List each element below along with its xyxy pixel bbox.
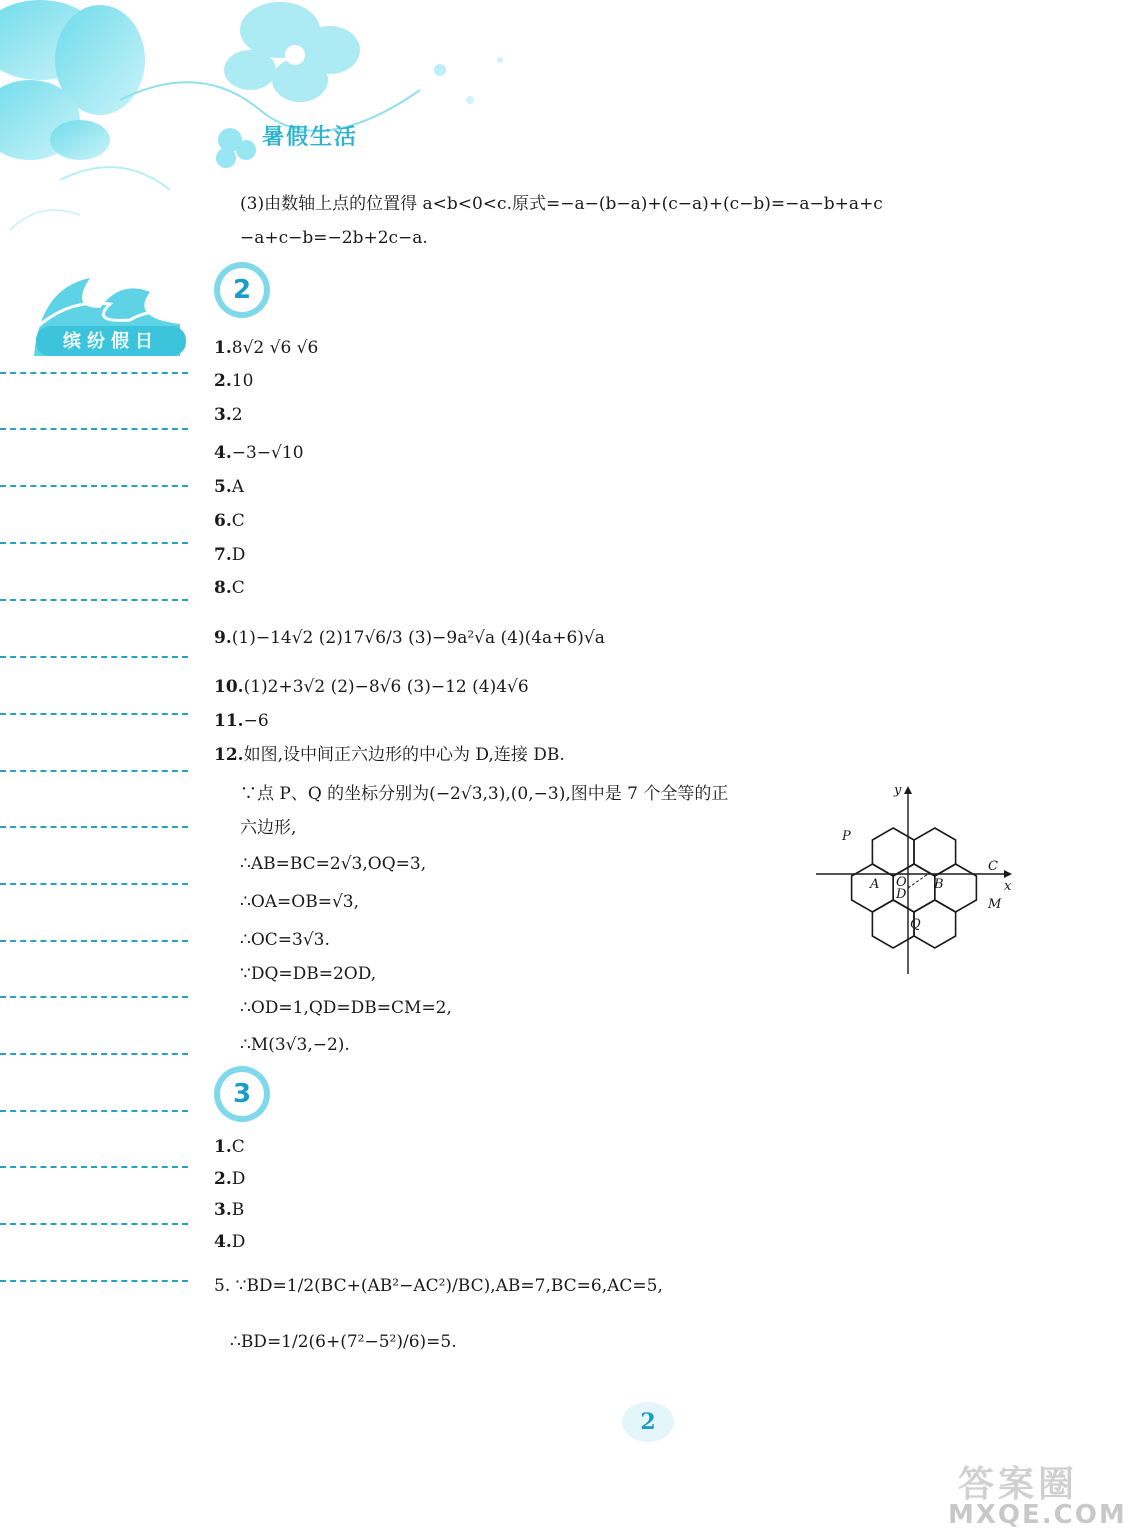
margin-dash-line: [0, 826, 188, 828]
margin-dash-line: [0, 1053, 188, 1055]
label-y: y: [894, 783, 902, 798]
margin-dash-line: [0, 599, 188, 601]
solution-line: ∴OA=OB=√3,: [240, 892, 359, 912]
label-d: D: [896, 887, 907, 902]
margin-dash-line: [0, 1110, 188, 1112]
sidebar-badge-label: 缤纷假日: [63, 331, 159, 352]
y-axis-arrow-icon: [904, 786, 912, 794]
section-badge-2: [212, 260, 272, 320]
flower-left-icon: [0, 0, 145, 160]
answer-item: 5. ∵BD=1/2(BC+(AB²−AC²)/BC),AB=7,BC=6,AC=5,: [214, 1276, 663, 1296]
segment-db: [908, 874, 928, 888]
solution-line: 六边形,: [240, 818, 297, 838]
section-number: 2: [232, 275, 252, 305]
small-flower-icon: [216, 128, 256, 168]
solution-line: ∴OD=1,QD=DB=CM=2,: [240, 998, 452, 1018]
margin-dash-line: [0, 996, 188, 998]
intro-line: (3)由数轴上点的位置得 a<b<0<c.原式=−a−(b−a)+(c−a)+(c−b)=−a−b+a+c: [240, 194, 883, 214]
answer-item: 4.D: [214, 1232, 246, 1252]
label-x: x: [1004, 879, 1012, 894]
answer-item: 3.2: [214, 405, 243, 425]
margin-dash-line: [0, 940, 188, 942]
margin-dash-line: [0, 428, 188, 430]
hexagon-figure: [812, 780, 1024, 980]
margin-dash-line: [0, 656, 188, 658]
margin-dash-line: [0, 372, 188, 374]
hexagon: [914, 828, 956, 876]
answer-item: 5.A: [214, 477, 245, 497]
label-a: A: [870, 877, 880, 892]
answer-item: 1.C: [214, 1137, 245, 1157]
label-c: C: [988, 859, 998, 874]
label-m: M: [988, 897, 1002, 912]
margin-dash-line: [0, 542, 188, 544]
label-q: Q: [910, 917, 921, 932]
margin-dash-line: [0, 713, 188, 715]
margin-dash-line: [0, 883, 188, 885]
watermark-logo: 答案圈: [958, 1464, 1079, 1505]
margin-dash-line: [0, 1166, 188, 1168]
label-b: B: [934, 877, 944, 892]
x-axis-arrow-icon: [1004, 870, 1012, 878]
answer-item: 6.C: [214, 511, 245, 531]
section-number: 3: [232, 1079, 252, 1109]
section-badge-3: [212, 1064, 272, 1124]
intro-line: −a+c−b=−2b+2c−a.: [240, 228, 428, 248]
solution-line: ∴M(3√3,−2).: [240, 1035, 350, 1055]
answer-item: 12.如图,设中间正六边形的中心为 D,连接 DB.: [214, 745, 565, 765]
solution-line: ∴AB=BC=2√3,OQ=3,: [240, 854, 427, 874]
page-number: 2: [640, 1409, 656, 1435]
watermark-text: MXQE.COM: [948, 1500, 1127, 1530]
solution-line: ∵DQ=DB=2OD,: [240, 964, 377, 984]
label-p: P: [842, 829, 851, 844]
answer-item: 3.B: [214, 1200, 245, 1220]
margin-dash-line: [0, 485, 188, 487]
margin-dash-line: [0, 770, 188, 772]
margin-dash-line: [0, 1223, 188, 1225]
flower-right-icon: [224, 2, 360, 102]
answer-item: 10.(1)2+3√2 (2)−8√6 (3)−12 (4)4√6: [214, 677, 529, 697]
label-o: O: [896, 875, 907, 890]
answer-item: 4.−3−√10: [214, 443, 304, 463]
solution-line: ∵点 P、Q 的坐标分别为(−2√3,3),(0,−3),图中是 7 个全等的正: [240, 784, 729, 804]
answer-item: 9.(1)−14√2 (2)17√6/3 (3)−9a²√a (4)(4a+6)√a: [214, 628, 605, 648]
solution-line: ∴BD=1/2(6+(7²−5²)/6)=5.: [230, 1332, 457, 1352]
answer-item: 1.8√2 √6 √6: [214, 338, 319, 358]
answer-item: 2.D: [214, 1169, 246, 1189]
header-title: 暑假生活: [262, 125, 359, 150]
margin-dash-line: [0, 1280, 188, 1282]
answer-item: 2.10: [214, 371, 254, 391]
answer-item: 11.−6: [214, 711, 269, 731]
solution-line: ∴OC=3√3.: [240, 930, 330, 950]
answer-item: 7.D: [214, 545, 246, 565]
answer-item: 8.C: [214, 578, 245, 598]
